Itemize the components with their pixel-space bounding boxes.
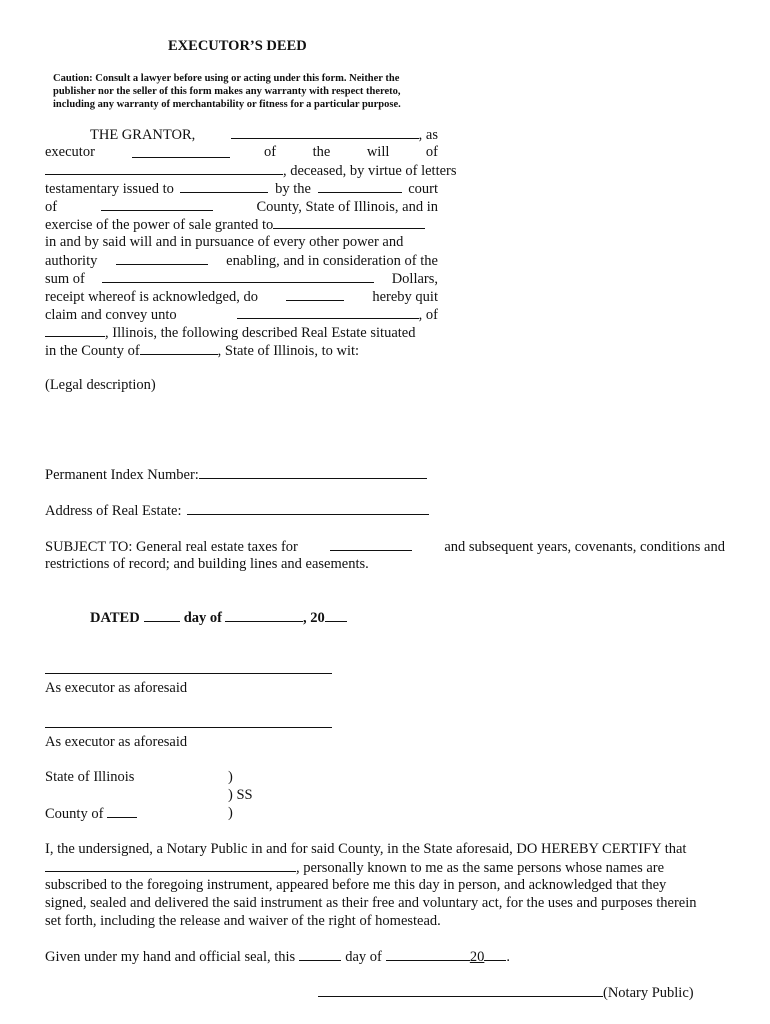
- address-label: Address of Real Estate:: [45, 503, 182, 519]
- receipt-text: receipt whereof is acknowledged, do: [45, 289, 258, 305]
- do-blank[interactable]: [286, 287, 344, 301]
- pin-blank[interactable]: [199, 465, 427, 479]
- notary-persons-blank[interactable]: [45, 858, 296, 872]
- given-day-blank[interactable]: [299, 947, 341, 961]
- grantee-city-blank[interactable]: [45, 323, 105, 337]
- grantor-line-2-words: [264, 143, 438, 161]
- grantor-line-7: in and by said will and in pursuance of every other power and: [45, 234, 404, 250]
- of-text-3: of: [45, 199, 58, 215]
- issued-to-blank[interactable]: [180, 179, 268, 193]
- power-of-sale-text: exercise of the power of sale granted to: [45, 217, 274, 233]
- grantor-line-12: [45, 323, 415, 342]
- day-of-label: day of: [183, 610, 222, 626]
- notary-line-3: subscribed to the foregoing instrument, appeared before me this day in person, and acknowledged that they: [45, 877, 667, 893]
- grantor-line-13: [45, 341, 359, 360]
- claim-convey-text: claim and convey unto: [45, 307, 177, 323]
- testamentary-text: testamentary issued to: [45, 181, 174, 197]
- hereby-quit-text: hereby quit: [372, 289, 438, 305]
- authority-blank[interactable]: [116, 251, 208, 265]
- subject-to-line-1: [45, 537, 725, 556]
- as-text: , as: [418, 127, 438, 143]
- decedent-name-blank[interactable]: [45, 161, 283, 175]
- caution-line-1: Caution: Consult a lawyer before using or acting under this form. Neither the: [53, 73, 400, 84]
- address-blank[interactable]: [187, 501, 429, 515]
- grantor-name-blank[interactable]: [231, 125, 419, 139]
- grantee-name-blank[interactable]: [237, 305, 419, 319]
- executor-signature-label-2: As executor as aforesaid: [45, 734, 188, 750]
- given-year-prefix: 20: [469, 949, 485, 965]
- to-wit-text: , State of Illinois, to wit:: [217, 343, 360, 359]
- illinois-following-text: , Illinois, the following described Real Estate situated: [105, 325, 416, 341]
- notary-public-label: (Notary Public): [603, 985, 694, 1001]
- page-title: EXECUTOR’S DEED: [168, 38, 307, 54]
- will-text: will: [366, 144, 390, 160]
- of-text-4: , of: [418, 307, 438, 323]
- enabling-text: enabling, and in consideration of the: [226, 253, 438, 269]
- caution-line-2: publisher nor the seller of this form makes any warranty with respect thereto,: [53, 86, 401, 97]
- dated-month-blank[interactable]: [225, 608, 303, 622]
- given-year-blank[interactable]: [484, 947, 506, 961]
- of-text-2: of: [425, 144, 438, 160]
- deceased-text: , deceased, by virtue of letters: [283, 163, 457, 179]
- executor-signature-line-1[interactable]: [45, 673, 332, 674]
- grantor-line-3: [45, 161, 457, 180]
- notary-signature-line[interactable]: [318, 983, 603, 997]
- venue-state-label: State of Illinois: [45, 769, 135, 785]
- grantor-line-8: [45, 251, 438, 270]
- grantor-line-9: [45, 269, 438, 288]
- grantor-line-4: [45, 179, 438, 198]
- dated-label: DATED: [90, 610, 140, 626]
- subject-to-line-2: restrictions of record; and building lines and easements.: [45, 556, 369, 572]
- venue-county-blank[interactable]: [107, 804, 137, 818]
- venue-county-row: [45, 804, 137, 823]
- grantor-line-6: [45, 215, 425, 234]
- real-estate-county-blank[interactable]: [140, 341, 218, 355]
- notary-line-5: set forth, including the release and waiver of the right of homestead.: [45, 913, 441, 929]
- given-day-of-text: day of: [345, 949, 382, 965]
- legal-description-label: (Legal description): [45, 377, 156, 393]
- pin-row: [45, 465, 427, 484]
- notary-line-1: I, the undersigned, a Notary Public in and for said County, in the State aforesaid, DO HEREBY CERTIFY that: [45, 841, 687, 857]
- court-text: court: [408, 181, 438, 197]
- the-text: the: [312, 144, 331, 160]
- dollars-text: Dollars,: [391, 271, 438, 287]
- given-text: Given under my hand and official seal, this: [45, 949, 296, 965]
- dated-day-blank[interactable]: [144, 608, 180, 622]
- of-text: of: [264, 144, 277, 160]
- notary-signature-row: [318, 983, 694, 1002]
- dated-year-prefix: , 20: [302, 610, 325, 626]
- personally-known-text: , personally known to me as the same persons whose names are: [296, 860, 665, 876]
- court-name-blank[interactable]: [318, 179, 402, 193]
- by-the-text: by the: [275, 181, 311, 197]
- county-state-text: County, State of Illinois, and in: [256, 199, 438, 215]
- executor-signature-label-1: As executor as aforesaid: [45, 680, 188, 696]
- notary-line-4: signed, sealed and delivered the said instrument as their free and voluntary act, for the uses and purposes therein: [45, 895, 697, 911]
- executor-name-blank[interactable]: [132, 157, 230, 158]
- grantor-line-5: [45, 197, 438, 216]
- venue-paren-3: ): [228, 805, 233, 821]
- tax-year-blank[interactable]: [330, 537, 412, 551]
- power-granted-to-blank[interactable]: [273, 215, 425, 229]
- sum-amount-blank[interactable]: [102, 269, 374, 283]
- executor-signature-line-2[interactable]: [45, 727, 332, 728]
- dated-year-blank[interactable]: [325, 608, 347, 622]
- pin-label: Permanent Index Number:: [45, 467, 199, 483]
- address-row: [45, 501, 429, 520]
- grantor-line-1: [90, 125, 438, 144]
- subsequent-years-text: and subsequent years, covenants, conditions and: [444, 539, 725, 555]
- executor-label: executor: [45, 144, 95, 160]
- authority-text: authority: [45, 253, 98, 269]
- county-name-blank[interactable]: [101, 197, 213, 211]
- given-month-blank[interactable]: [386, 947, 470, 961]
- venue-paren-1: ): [228, 769, 233, 785]
- given-row: [45, 947, 510, 966]
- sum-of-text: sum of: [45, 271, 85, 287]
- grantor-line-11: [45, 305, 438, 324]
- grantor-label: THE GRANTOR,: [90, 127, 196, 143]
- caution-line-3: including any warranty of merchantability or fitness for a particular purpose.: [53, 99, 401, 110]
- given-period: .: [506, 949, 510, 965]
- venue-ss: ) SS: [228, 787, 253, 803]
- subject-to-text: SUBJECT TO: General real estate taxes for: [45, 539, 298, 555]
- grantor-line-10: [45, 287, 438, 306]
- notary-line-2: [45, 858, 664, 877]
- county-of-text: in the County of: [45, 343, 140, 359]
- venue-county-label: County of: [45, 806, 104, 822]
- dated-row: [90, 608, 347, 627]
